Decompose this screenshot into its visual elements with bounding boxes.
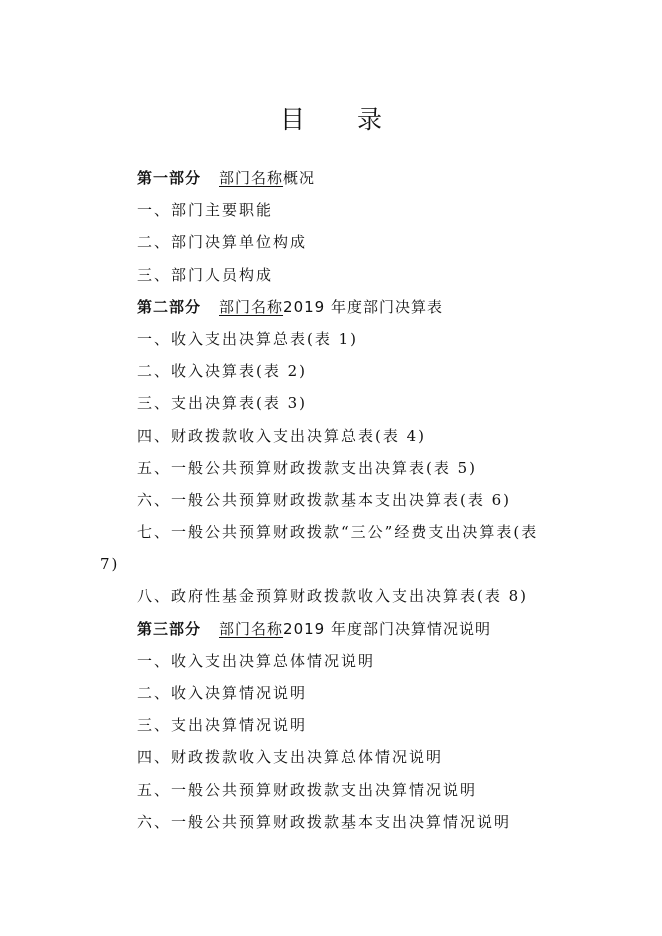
dept-name-placeholder: 部门名称	[219, 169, 284, 187]
toc-part-1[interactable]	[100, 162, 570, 194]
toc-item[interactable]: 五、一般公共预算财政拨款支出决算表(表 5)	[137, 458, 478, 477]
part-title: 2019 年度部门决算表	[283, 297, 443, 316]
toc-item-wrapped-line-1[interactable]: 七、一般公共预算财政拨款“三公”经费支出决算表(表	[137, 523, 539, 542]
toc-item[interactable]: 一、收入支出决算总体情况说明	[137, 651, 376, 670]
part-title: 2019 年度部门决算情况说明	[283, 619, 491, 638]
toc-item-wrapped-line-2[interactable]: 7)	[100, 555, 120, 574]
toc-item[interactable]: 三、支出决算情况说明	[137, 716, 308, 735]
toc-item[interactable]: 八、政府性基金预算财政拨款收入支出决算表(表 8)	[137, 587, 529, 606]
title-char-1: 目	[279, 105, 305, 134]
toc-item[interactable]: 五、一般公共预算财政拨款支出决算情况说明	[137, 780, 478, 799]
toc-item[interactable]: 四、财政拨款收入支出决算总表(表 4)	[137, 426, 427, 445]
page-title	[0, 100, 662, 136]
dept-name-placeholder: 部门名称	[219, 619, 284, 638]
toc-item[interactable]: 三、部门人员构成	[137, 265, 274, 284]
toc-item[interactable]: 一、收入支出决算总表(表 1)	[137, 329, 359, 348]
toc-part-2[interactable]	[100, 291, 570, 323]
toc-item[interactable]: 二、收入决算情况说明	[137, 684, 308, 702]
title-char-2: 录	[357, 105, 383, 134]
toc-item[interactable]: 三、支出决算表(表 3)	[137, 394, 308, 413]
part-label: 第三部分	[137, 619, 202, 638]
table-of-contents	[100, 162, 570, 838]
toc-item[interactable]: 六、一般公共预算财政拨款基本支出决算表(表 6)	[137, 490, 512, 509]
toc-item[interactable]: 六、一般公共预算财政拨款基本支出决算情况说明	[137, 812, 512, 831]
toc-item[interactable]: 二、收入决算表(表 2)	[137, 362, 308, 381]
toc-part-3[interactable]	[100, 613, 570, 645]
dept-name-placeholder: 部门名称	[219, 297, 284, 316]
toc-item[interactable]: 一、部门主要职能	[137, 201, 274, 220]
part-title: 概况	[283, 169, 316, 187]
toc-item[interactable]: 四、财政拨款收入支出决算总体情况说明	[137, 748, 444, 767]
toc-item[interactable]: 二、部门决算单位构成	[137, 233, 308, 252]
part-label: 第二部分	[137, 297, 202, 316]
part-label: 第一部分	[137, 169, 202, 187]
